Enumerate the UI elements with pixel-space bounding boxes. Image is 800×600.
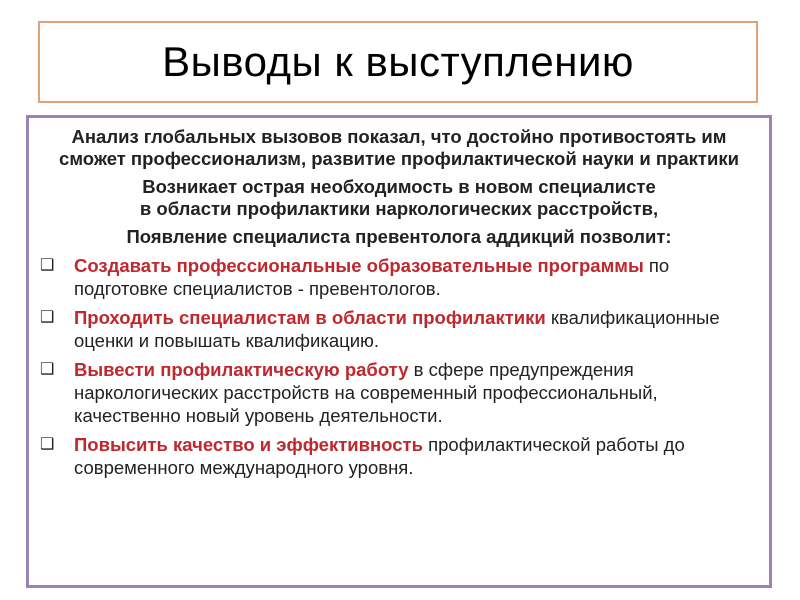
list-item [37, 358, 761, 427]
checkbox-bullet-icon: ❑ [40, 361, 55, 378]
content-frame [26, 115, 772, 588]
list-item [37, 254, 761, 300]
bullet-text: профилактической работы до современного международного уровня. [74, 434, 685, 478]
list-item [37, 433, 761, 479]
checkbox-bullet-icon: ❑ [40, 257, 55, 274]
bullet-emphasis: Повысить качество и эффективность [74, 434, 423, 455]
checkbox-bullet-icon: ❑ [40, 436, 55, 453]
bullet-text: по подготовке специалистов - превентологов. [74, 255, 670, 299]
intro-paragraph-specialist: Появление специалиста превентолога аддикций позволит: [126, 226, 672, 247]
bullet-emphasis: Проходить специалистам в области профилактики [74, 307, 546, 328]
intro-paragraph-field: в области профилактики наркологических расстройств, [139, 198, 659, 219]
bullet-text: в сфере предупреждения наркологических расстройств на современный профессиональный, качественно новый уровень деятельности. [74, 359, 658, 426]
intro-block [37, 126, 761, 248]
bullet-emphasis: Создавать профессиональные образовательные программы [74, 255, 644, 276]
bullet-text: квалификационные оценки и повышать квалификацию. [74, 307, 720, 351]
conclusions-list [37, 254, 761, 479]
title-frame [38, 21, 758, 103]
intro-paragraph-necessity: Возникает острая необходимость в новом специалисте [142, 176, 656, 197]
intro-paragraph-analysis: Анализ глобальных вызовов показал, что достойно противостоять им сможет профессионализм, развитие профилактической науки и практики [59, 126, 739, 169]
bullet-emphasis: Вывести профилактическую работу [74, 359, 409, 380]
list-item [37, 306, 761, 352]
slide-title: Выводы к выступлению [162, 38, 634, 85]
checkbox-bullet-icon: ❑ [40, 309, 55, 326]
